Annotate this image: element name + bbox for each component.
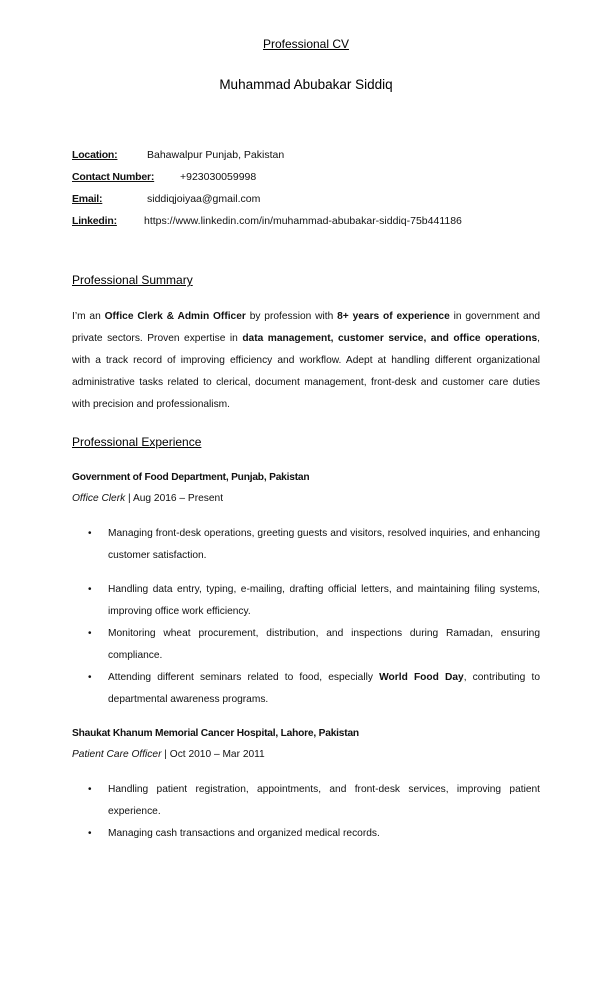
job-1-organization: Government of Food Department, Punjab, Pakistan <box>72 472 310 483</box>
job-2-bullets <box>72 779 540 845</box>
list-item <box>72 667 540 711</box>
job-2-title: Patient Care Officer <box>72 749 162 760</box>
contact-phone <box>72 170 540 184</box>
summary-text-1: I’m an <box>72 311 105 322</box>
world-food-day-bold: World Food Day <box>379 672 464 683</box>
bullet-text-pre: Attending different seminars related to food, especially <box>108 672 380 683</box>
summary-heading: Professional Summary <box>72 273 193 287</box>
phone-label: Contact Number: <box>72 171 155 183</box>
job-1-bullets-a <box>72 523 540 567</box>
job-1-bullets-b <box>72 579 540 711</box>
job-2-role <box>72 749 265 760</box>
linkedin-label: Linkedin: <box>72 215 117 227</box>
summary-role-bold: Office Clerk & Admin Officer <box>104 311 246 322</box>
job-1-period: | Aug 2016 – Present <box>125 493 224 504</box>
bullet-text-post: , contributing to departmental awareness programs. <box>108 672 540 705</box>
contact-location <box>72 148 540 162</box>
summary-years-bold: 8+ years of experience <box>337 311 450 322</box>
candidate-name: Muhammad Abubakar Siddiq <box>219 77 393 92</box>
summary-paragraph <box>72 306 540 416</box>
summary-text-2: by profession with <box>245 311 338 322</box>
job-1-title: Office Clerk <box>72 493 126 504</box>
summary-expertise-bold: data management, customer service, and office operations <box>242 333 538 344</box>
phone-value[interactable]: +923030059998 <box>180 171 257 183</box>
location-label: Location: <box>72 149 118 161</box>
list-item: • Handling data entry, typing, e-mailing, drafting official letters, and maintaining filing systems, improving office work efficiency. <box>72 579 540 623</box>
job-2-organization: Shaukat Khanum Memorial Cancer Hospital, Lahore, Pakistan <box>72 728 359 739</box>
contact-email <box>72 192 540 206</box>
list-item: • Monitoring wheat procurement, distribution, and inspections during Ramadan, ensuring compliance. <box>72 623 540 667</box>
list-item: • Handling patient registration, appointments, and front-desk services, improving patient experience. <box>72 779 540 823</box>
email-link[interactable]: siddiqjoiyaa@gmail.com <box>147 193 261 205</box>
experience-heading: Professional Experience <box>72 435 202 449</box>
list-item: • Managing front-desk operations, greeting guests and visitors, resolved inquiries, and enhancing customer satisfaction. <box>72 523 540 567</box>
location-value: Bahawalpur Punjab, Pakistan <box>147 149 285 161</box>
summary-text-4: , with a track record of improving efficiency and workflow. Adept at handling different organizational administrative tasks related to clerical, document management, front-desk and customer care duties with precision and professionalism. <box>72 333 540 410</box>
job-2-period: | Oct 2010 – Mar 2011 <box>161 749 265 760</box>
list-item: • Managing cash transactions and organized medical records. <box>72 823 540 845</box>
linkedin-link[interactable]: https://www.linkedin.com/in/muhammad-abubakar-siddiq-75b441186 <box>144 215 462 227</box>
email-label: Email: <box>72 193 103 205</box>
contact-linkedin <box>72 214 540 228</box>
document-title: Professional CV <box>262 37 350 51</box>
summary-text-3: in government and private sectors. Proven expertise in <box>72 311 541 344</box>
job-1-role <box>72 493 223 504</box>
